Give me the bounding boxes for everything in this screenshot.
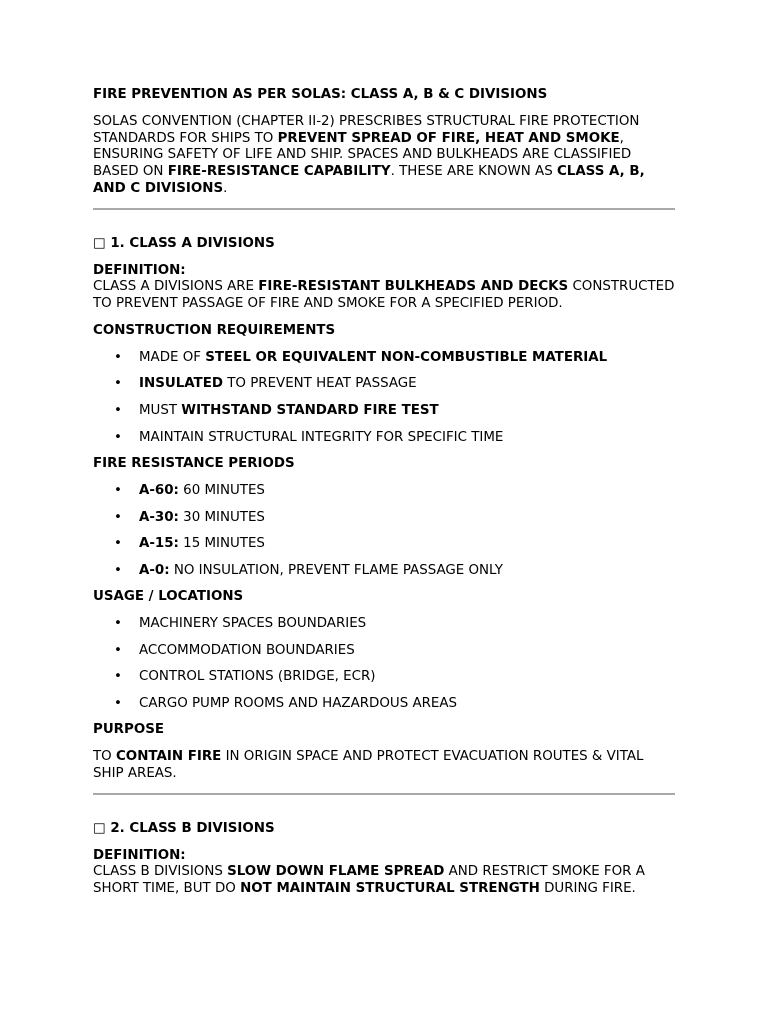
class-a-def-bold-1: FIRE-RESISTANT BULKHEADS AND DECKS bbox=[258, 279, 569, 295]
list-item: • MACHINERY SPACES BOUNDARIES bbox=[93, 616, 675, 633]
purpose-text-1: TO bbox=[93, 749, 116, 765]
class-b-definition bbox=[93, 864, 675, 898]
purpose-paragraph bbox=[93, 749, 675, 783]
class-b-def-text-2: AND RESTRICT SMOKE FOR A SHORT TIME, BUT DO bbox=[93, 864, 645, 897]
construction-requirements-list bbox=[93, 350, 675, 447]
intro-text-3: . THESE ARE KNOWN AS bbox=[390, 164, 557, 180]
list-item-text: 60 MINUTES bbox=[178, 482, 265, 498]
list-item bbox=[93, 376, 675, 393]
list-item bbox=[93, 483, 675, 500]
class-a-definition bbox=[93, 279, 675, 313]
list-item-text: TO PREVENT HEAT PASSAGE bbox=[222, 376, 417, 392]
section-divider bbox=[93, 793, 675, 795]
list-item: • ACCOMMODATION BOUNDARIES bbox=[93, 643, 675, 660]
purpose-text-2: IN ORIGIN SPACE AND PROTECT EVACUATION ROUTES & VITAL SHIP AREAS. bbox=[93, 749, 644, 782]
list-item-text: 30 MINUTES bbox=[178, 509, 265, 525]
list-item-text: NO INSULATION, PREVENT FLAME PASSAGE ONLY bbox=[169, 562, 503, 578]
list-item-bold: WITHSTAND STANDARD FIRE TEST bbox=[181, 402, 439, 418]
class-a-heading: □ 1. CLASS A DIVISIONS bbox=[93, 235, 275, 251]
intro-text-4: . bbox=[223, 180, 228, 196]
intro-text-2: , ENSURING SAFETY OF LIFE AND SHIP. SPACES AND BULKHEADS ARE CLASSIFIED BASED ON bbox=[93, 130, 632, 180]
list-item-text: 15 MINUTES bbox=[178, 536, 265, 552]
list-item-bold: A-15: bbox=[139, 536, 179, 552]
usage-locations-heading: USAGE / LOCATIONS bbox=[93, 589, 244, 605]
list-item bbox=[93, 510, 675, 527]
class-a-def-text-1: CLASS A DIVISIONS ARE bbox=[93, 279, 259, 295]
list-item-bold: A-30: bbox=[139, 509, 179, 525]
class-a-def-text-2: CONSTRUCTED TO PREVENT PASSAGE OF FIRE AND SMOKE FOR A SPECIFIED PERIOD. bbox=[93, 279, 675, 312]
list-item bbox=[93, 403, 675, 420]
class-b-heading: □ 2. CLASS B DIVISIONS bbox=[93, 820, 275, 836]
document-content bbox=[93, 87, 675, 898]
class-b-def-bold-1: SLOW DOWN FLAME SPREAD bbox=[227, 864, 445, 880]
class-b-def-text-3: DURING FIRE. bbox=[539, 881, 636, 897]
section-divider bbox=[93, 208, 675, 210]
list-item bbox=[93, 536, 675, 553]
list-item-text: MUST bbox=[139, 402, 182, 418]
usage-locations-list bbox=[93, 616, 675, 713]
list-item: • CARGO PUMP ROOMS AND HAZARDOUS AREAS bbox=[93, 696, 675, 713]
class-b-def-bold-2: NOT MAINTAIN STRUCTURAL STRENGTH bbox=[240, 881, 540, 897]
list-item-bold: STEEL OR EQUIVALENT NON-COMBUSTIBLE MATERIAL bbox=[205, 349, 608, 365]
list-item-text: MADE OF bbox=[139, 349, 206, 365]
intro-paragraph bbox=[93, 114, 675, 198]
purpose-heading: PURPOSE bbox=[93, 722, 164, 738]
list-item bbox=[93, 430, 675, 447]
class-b-definition-label: DEFINITION: bbox=[93, 847, 186, 863]
document-title: FIRE PREVENTION AS PER SOLAS: CLASS A, B & C DIVISIONS bbox=[93, 87, 548, 102]
list-item bbox=[93, 350, 675, 367]
intro-bold-2: FIRE-RESISTANCE CAPABILITY bbox=[167, 164, 391, 180]
list-item-bold: A-60: bbox=[139, 482, 179, 498]
intro-text-1: SOLAS CONVENTION (CHAPTER II-2) PRESCRIBES STRUCTURAL FIRE PROTECTION STANDARDS FOR SHIPS TO bbox=[93, 113, 640, 146]
intro-bold-1: PREVENT SPREAD OF FIRE, HEAT AND SMOKE bbox=[277, 130, 620, 146]
fire-resistance-periods-list bbox=[93, 483, 675, 580]
list-item-bold: A-0: bbox=[139, 562, 170, 578]
list-item bbox=[93, 563, 675, 580]
list-item-text: MAINTAIN STRUCTURAL INTEGRITY FOR SPECIFIC TIME bbox=[139, 429, 504, 445]
fire-resistance-periods-heading: FIRE RESISTANCE PERIODS bbox=[93, 456, 295, 472]
class-b-def-text-1: CLASS B DIVISIONS bbox=[93, 864, 228, 880]
class-a-definition-label: DEFINITION: bbox=[93, 262, 186, 278]
list-item-bold: INSULATED bbox=[139, 376, 223, 392]
purpose-bold-1: CONTAIN FIRE bbox=[115, 749, 222, 765]
intro-bold-3: CLASS A, B, AND C DIVISIONS bbox=[93, 164, 645, 196]
list-item: • CONTROL STATIONS (BRIDGE, ECR) bbox=[93, 669, 675, 686]
construction-requirements-heading: CONSTRUCTION REQUIREMENTS bbox=[93, 322, 336, 338]
